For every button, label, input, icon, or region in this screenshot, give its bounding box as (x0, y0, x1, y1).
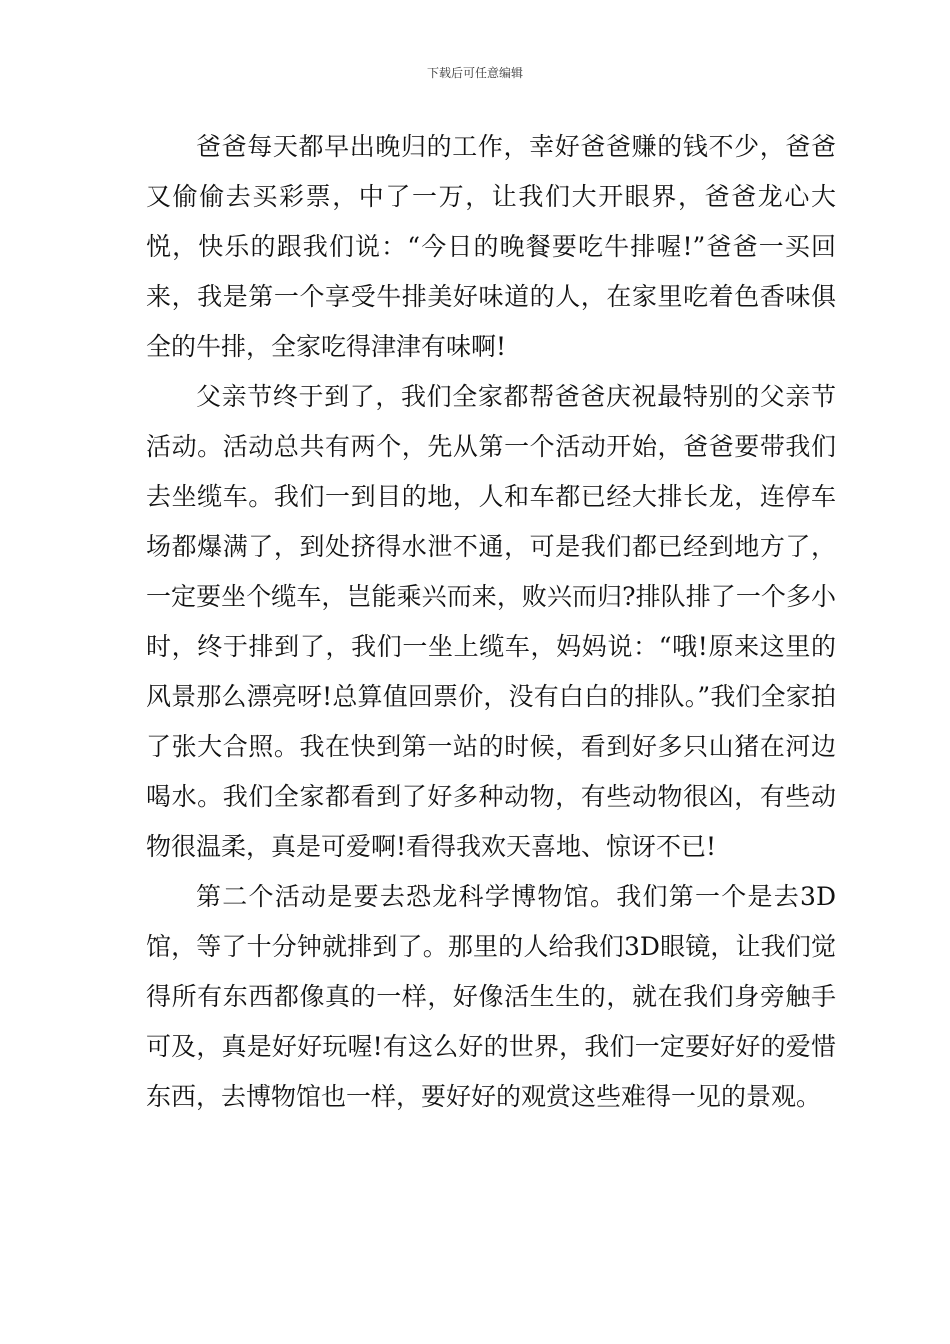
document-body (146, 122, 836, 1122)
paragraph-1: 爸爸每天都早出晚归的工作，幸好爸爸赚的钱不少，爸爸又偷偷去买彩票，中了一万，让我们大开眼界，爸爸龙心大悦，快乐的跟我们说：“今日的晚餐要吃牛排喔!”爸爸一买回来，我是第一个享受牛排美好味道的人，在家里吃着色香味俱全的牛排，全家吃得津津有味啊! (146, 132, 836, 361)
paragraph-2: 父亲节终于到了，我们全家都帮爸爸庆祝最特别的父亲节活动。活动总共有两个，先从第一个活动开始，爸爸要带我们去坐缆车。我们一到目的地，人和车都已经大排长龙，连停车场都爆满了，到处挤得水泄不通，可是我们都已经到地方了，一定要坐个缆车，岂能乘兴而来，败兴而归?排队排了一个多小时，终于排到了，我们一坐上缆车，妈妈说：“哦!原来这里的风景那么漂亮呀!总算值回票价，没有白白的排队。”我们全家拍了张大合照。我在快到第一站的时候，看到好多只山猪在河边喝水。我们全家都看到了好多种动物，有些动物很凶，有些动物很温柔，真是可爱啊!看得我欢天喜地、惊讶不已! (146, 382, 836, 861)
page-header: 下载后可任意编辑 (426, 66, 523, 80)
paragraph-3: 第二个活动是要去恐龙科学博物馆。我们第一个是去3D馆，等了十分钟就排到了。那里的人给我们3D眼镜，让我们觉得所有东西都像真的一样，好像活生生的，就在我们身旁触手可及，真是好好玩喔!有这么好的世界，我们一定要好好的爱惜东西，去博物馆也一样，要好好的观赏这些难得一见的景观。 (146, 882, 836, 1111)
